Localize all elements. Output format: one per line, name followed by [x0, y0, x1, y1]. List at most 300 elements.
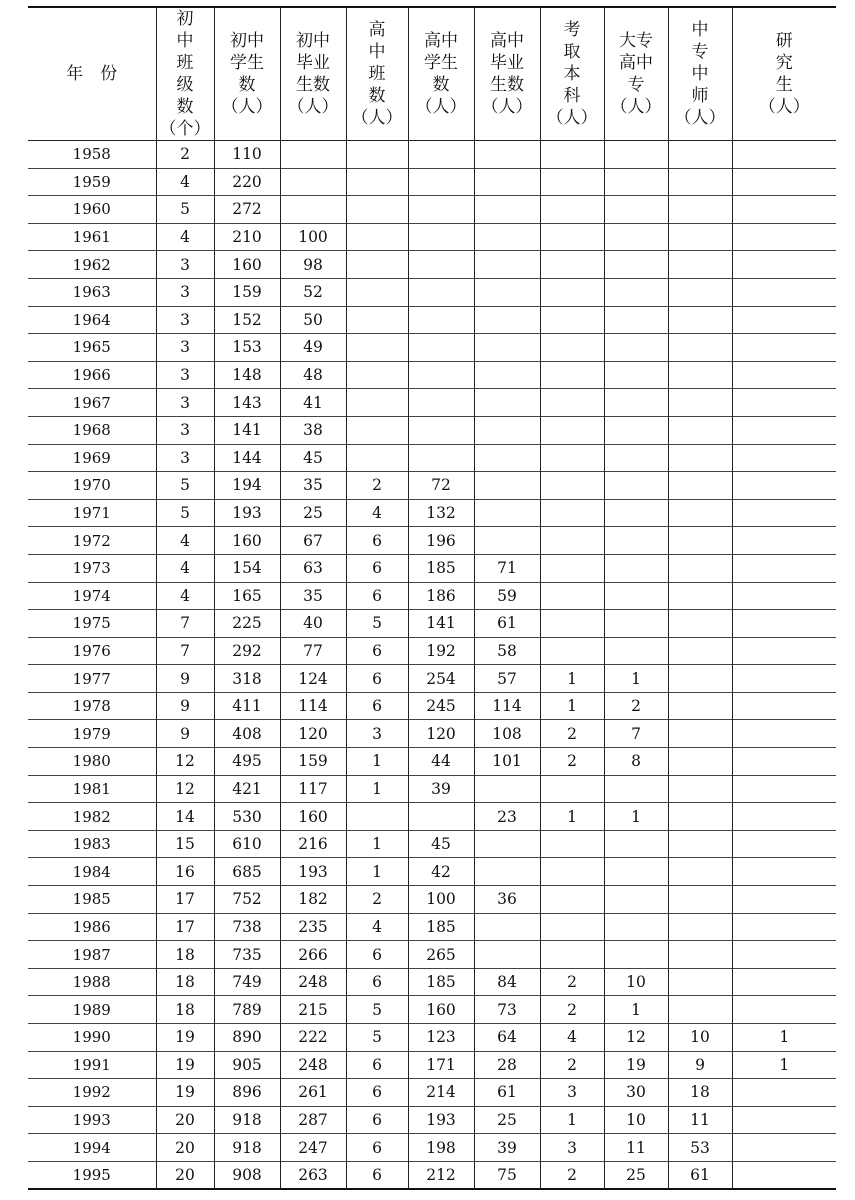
- table-row: [28, 278, 836, 306]
- table-cell: [604, 637, 668, 665]
- table-cell: [668, 334, 732, 362]
- table-cell: [732, 472, 836, 500]
- table-cell: 1: [604, 996, 668, 1024]
- table-row: [28, 610, 836, 638]
- table-cell: 72: [408, 472, 474, 500]
- table-cell: [668, 582, 732, 610]
- header-cell-year: 年 份: [28, 7, 156, 141]
- table-cell: 17: [156, 886, 214, 914]
- table-cell: [474, 141, 540, 169]
- table-cell: 6: [346, 692, 408, 720]
- table-cell: 735: [214, 941, 280, 969]
- table-cell: [346, 389, 408, 417]
- table-cell: 1: [732, 1024, 836, 1052]
- table-cell: 63: [280, 554, 346, 582]
- table-cell: [540, 637, 604, 665]
- table-row: [28, 665, 836, 693]
- table-cell: [474, 389, 540, 417]
- year-cell: 1963: [28, 278, 156, 306]
- table-row: [28, 1161, 836, 1189]
- table-cell: [408, 334, 474, 362]
- table-cell: [668, 444, 732, 472]
- table-cell: [408, 168, 474, 196]
- table-cell: 160: [214, 251, 280, 279]
- table-cell: 185: [408, 554, 474, 582]
- table-cell: [668, 720, 732, 748]
- table-cell: [408, 444, 474, 472]
- table-cell: [668, 913, 732, 941]
- header-cell-college-admitted: 大专 高中 专 （人）: [604, 7, 668, 141]
- table-cell: [732, 996, 836, 1024]
- table-cell: 3: [346, 720, 408, 748]
- table-cell: 272: [214, 196, 280, 224]
- table-cell: [732, 554, 836, 582]
- table-cell: [474, 251, 540, 279]
- table-cell: 1: [540, 1106, 604, 1134]
- year-cell: 1959: [28, 168, 156, 196]
- table-cell: [346, 334, 408, 362]
- table-cell: [732, 1106, 836, 1134]
- table-cell: 7: [156, 610, 214, 638]
- table-cell: [732, 278, 836, 306]
- table-cell: [474, 416, 540, 444]
- table-cell: 530: [214, 803, 280, 831]
- table-cell: [732, 941, 836, 969]
- table-cell: 20: [156, 1134, 214, 1162]
- table-cell: [346, 251, 408, 279]
- year-cell: 1961: [28, 223, 156, 251]
- table-cell: 896: [214, 1079, 280, 1107]
- table-cell: 61: [474, 610, 540, 638]
- table-cell: 98: [280, 251, 346, 279]
- table-cell: 908: [214, 1161, 280, 1189]
- table-cell: [346, 196, 408, 224]
- table-cell: 12: [604, 1024, 668, 1052]
- year-cell: 1974: [28, 582, 156, 610]
- table-cell: 11: [668, 1106, 732, 1134]
- table-cell: [604, 196, 668, 224]
- table-cell: 192: [408, 637, 474, 665]
- table-cell: 41: [280, 389, 346, 417]
- table-row: [28, 968, 836, 996]
- table-cell: [668, 472, 732, 500]
- table-cell: 19: [156, 1079, 214, 1107]
- table-cell: 5: [156, 196, 214, 224]
- table-cell: [408, 306, 474, 334]
- table-cell: [540, 913, 604, 941]
- table-cell: 3: [156, 444, 214, 472]
- table-cell: 6: [346, 527, 408, 555]
- table-cell: [540, 416, 604, 444]
- table-cell: 2: [540, 720, 604, 748]
- table-cell: [732, 1079, 836, 1107]
- table-cell: [540, 499, 604, 527]
- table-cell: 225: [214, 610, 280, 638]
- table-cell: 222: [280, 1024, 346, 1052]
- table-cell: 42: [408, 858, 474, 886]
- table-cell: [540, 775, 604, 803]
- table-cell: [346, 416, 408, 444]
- table-cell: 1: [604, 803, 668, 831]
- table-cell: [668, 389, 732, 417]
- table-cell: [604, 168, 668, 196]
- table-cell: 186: [408, 582, 474, 610]
- table-cell: [540, 223, 604, 251]
- year-cell: 1965: [28, 334, 156, 362]
- table-cell: 25: [604, 1161, 668, 1189]
- table-cell: 292: [214, 637, 280, 665]
- table-cell: 194: [214, 472, 280, 500]
- header-cell-senior-graduates: 高中 毕业 生数 （人）: [474, 7, 540, 141]
- table-cell: [540, 251, 604, 279]
- table-cell: [668, 941, 732, 969]
- table-cell: 193: [408, 1106, 474, 1134]
- table-cell: 10: [604, 1106, 668, 1134]
- year-cell: 1962: [28, 251, 156, 279]
- table-cell: [540, 361, 604, 389]
- table-cell: 10: [604, 968, 668, 996]
- table-cell: 25: [280, 499, 346, 527]
- year-cell: 1971: [28, 499, 156, 527]
- table-cell: 100: [280, 223, 346, 251]
- table-row: [28, 251, 836, 279]
- year-cell: 1989: [28, 996, 156, 1024]
- table-cell: 245: [408, 692, 474, 720]
- table-row: [28, 389, 836, 417]
- table-cell: 132: [408, 499, 474, 527]
- table-cell: [668, 830, 732, 858]
- year-cell: 1979: [28, 720, 156, 748]
- table-cell: 45: [408, 830, 474, 858]
- table-cell: [540, 830, 604, 858]
- table-cell: [474, 361, 540, 389]
- table-cell: [540, 444, 604, 472]
- table-cell: 35: [280, 582, 346, 610]
- table-cell: 2: [346, 886, 408, 914]
- table-cell: [732, 803, 836, 831]
- table-cell: [732, 637, 836, 665]
- table-cell: 18: [156, 996, 214, 1024]
- school-statistics-table: [28, 6, 836, 1190]
- table-cell: 1: [540, 692, 604, 720]
- table-cell: 61: [474, 1079, 540, 1107]
- table-cell: [346, 223, 408, 251]
- table-cell: [732, 1134, 836, 1162]
- table-cell: [604, 830, 668, 858]
- table-cell: 28: [474, 1051, 540, 1079]
- table-cell: 1: [346, 830, 408, 858]
- table-cell: [604, 416, 668, 444]
- table-cell: 67: [280, 527, 346, 555]
- table-cell: 23: [474, 803, 540, 831]
- table-cell: [408, 196, 474, 224]
- table-cell: [732, 196, 836, 224]
- table-cell: 152: [214, 306, 280, 334]
- table-cell: 39: [474, 1134, 540, 1162]
- table-cell: [732, 968, 836, 996]
- year-cell: 1972: [28, 527, 156, 555]
- table-cell: [346, 278, 408, 306]
- header-cell-undergrad-admitted: 考 取 本 科 （人）: [540, 7, 604, 141]
- table-cell: [732, 251, 836, 279]
- table-row: [28, 748, 836, 776]
- table-cell: 6: [346, 1079, 408, 1107]
- table-row: [28, 692, 836, 720]
- year-cell: 1966: [28, 361, 156, 389]
- table-cell: [540, 941, 604, 969]
- table-cell: [604, 527, 668, 555]
- table-cell: [668, 251, 732, 279]
- table-cell: 6: [346, 665, 408, 693]
- table-cell: 8: [604, 748, 668, 776]
- table-cell: 171: [408, 1051, 474, 1079]
- table-cell: 5: [156, 472, 214, 500]
- table-cell: 165: [214, 582, 280, 610]
- table-cell: 1: [346, 748, 408, 776]
- table-cell: [732, 444, 836, 472]
- table-cell: 73: [474, 996, 540, 1024]
- table-cell: 263: [280, 1161, 346, 1189]
- year-cell: 1993: [28, 1106, 156, 1134]
- table-cell: 789: [214, 996, 280, 1024]
- table-cell: 9: [668, 1051, 732, 1079]
- table-cell: [474, 196, 540, 224]
- table-cell: [474, 306, 540, 334]
- header-cell-junior-graduates: 初中 毕业 生数 （人）: [280, 7, 346, 141]
- table-cell: 4: [156, 554, 214, 582]
- table-cell: 19: [604, 1051, 668, 1079]
- table-row: [28, 1106, 836, 1134]
- table-cell: [474, 775, 540, 803]
- table-cell: 193: [280, 858, 346, 886]
- table-row: [28, 1024, 836, 1052]
- table-cell: 160: [408, 996, 474, 1024]
- table-cell: [540, 141, 604, 169]
- table-cell: 752: [214, 886, 280, 914]
- table-cell: 18: [156, 941, 214, 969]
- table-cell: 196: [408, 527, 474, 555]
- header-cell-senior-students: 高中 学生 数 （人）: [408, 7, 474, 141]
- table-cell: 248: [280, 968, 346, 996]
- table-cell: [540, 472, 604, 500]
- table-cell: 287: [280, 1106, 346, 1134]
- table-cell: 25: [474, 1106, 540, 1134]
- table-cell: 114: [280, 692, 346, 720]
- table-row: [28, 1051, 836, 1079]
- table-cell: [474, 858, 540, 886]
- table-cell: 1: [540, 803, 604, 831]
- table-cell: [346, 803, 408, 831]
- table-cell: 36: [474, 886, 540, 914]
- table-cell: [540, 610, 604, 638]
- year-cell: 1982: [28, 803, 156, 831]
- table-cell: [732, 306, 836, 334]
- table-cell: 6: [346, 941, 408, 969]
- table-row: [28, 416, 836, 444]
- table-cell: 318: [214, 665, 280, 693]
- table-row: [28, 141, 836, 169]
- table-cell: 3: [156, 306, 214, 334]
- table-cell: [668, 554, 732, 582]
- table-cell: [668, 610, 732, 638]
- table-row: [28, 803, 836, 831]
- table-cell: 408: [214, 720, 280, 748]
- table-cell: [408, 361, 474, 389]
- table-cell: [474, 913, 540, 941]
- table-cell: [604, 775, 668, 803]
- table-cell: 108: [474, 720, 540, 748]
- table-cell: [540, 306, 604, 334]
- table-cell: 2: [540, 968, 604, 996]
- table-cell: 141: [408, 610, 474, 638]
- table-cell: 12: [156, 748, 214, 776]
- table-cell: [732, 582, 836, 610]
- table-cell: 2: [156, 141, 214, 169]
- table-cell: [732, 416, 836, 444]
- table-cell: [540, 554, 604, 582]
- table-cell: 216: [280, 830, 346, 858]
- table-cell: 50: [280, 306, 346, 334]
- table-cell: 44: [408, 748, 474, 776]
- table-cell: 53: [668, 1134, 732, 1162]
- table-cell: [732, 527, 836, 555]
- table-cell: 160: [280, 803, 346, 831]
- table-cell: [668, 141, 732, 169]
- table-cell: 45: [280, 444, 346, 472]
- table-cell: [732, 665, 836, 693]
- table-cell: 120: [408, 720, 474, 748]
- table-cell: 193: [214, 499, 280, 527]
- table-row: [28, 830, 836, 858]
- table-row: [28, 306, 836, 334]
- statistics-table-container: [28, 6, 836, 1190]
- table-cell: 261: [280, 1079, 346, 1107]
- table-cell: [732, 720, 836, 748]
- table-row: [28, 554, 836, 582]
- table-cell: 141: [214, 416, 280, 444]
- table-cell: 101: [474, 748, 540, 776]
- table-cell: 3: [156, 278, 214, 306]
- table-cell: [732, 334, 836, 362]
- table-cell: [732, 361, 836, 389]
- table-cell: [604, 251, 668, 279]
- table-cell: [732, 389, 836, 417]
- year-cell: 1985: [28, 886, 156, 914]
- header-cell-graduate-students: 研 究 生 （人）: [732, 7, 836, 141]
- table-cell: [668, 748, 732, 776]
- year-cell: 1991: [28, 1051, 156, 1079]
- table-cell: [604, 499, 668, 527]
- table-cell: 185: [408, 913, 474, 941]
- table-cell: [604, 886, 668, 914]
- table-cell: 3: [156, 389, 214, 417]
- table-cell: 4: [156, 168, 214, 196]
- table-cell: 3: [156, 416, 214, 444]
- table-cell: 5: [346, 1024, 408, 1052]
- header-cell-vocational-admitted: 中 专 中 师 （人）: [668, 7, 732, 141]
- table-cell: 749: [214, 968, 280, 996]
- table-cell: [474, 334, 540, 362]
- table-cell: [474, 499, 540, 527]
- table-cell: 160: [214, 527, 280, 555]
- year-cell: 1960: [28, 196, 156, 224]
- table-cell: 3: [156, 334, 214, 362]
- table-row: [28, 858, 836, 886]
- table-cell: [604, 941, 668, 969]
- table-cell: 39: [408, 775, 474, 803]
- table-cell: 5: [156, 499, 214, 527]
- table-cell: [280, 168, 346, 196]
- table-row: [28, 886, 836, 914]
- table-cell: 215: [280, 996, 346, 1024]
- table-cell: 254: [408, 665, 474, 693]
- table-cell: [474, 278, 540, 306]
- table-cell: 7: [156, 637, 214, 665]
- table-cell: [668, 527, 732, 555]
- table-cell: 247: [280, 1134, 346, 1162]
- table-cell: 59: [474, 582, 540, 610]
- header-row: [28, 7, 836, 141]
- table-cell: 4: [156, 527, 214, 555]
- table-cell: [668, 692, 732, 720]
- year-cell: 1994: [28, 1134, 156, 1162]
- table-cell: 4: [156, 223, 214, 251]
- table-cell: 75: [474, 1161, 540, 1189]
- table-cell: [668, 775, 732, 803]
- table-cell: 266: [280, 941, 346, 969]
- table-cell: 148: [214, 361, 280, 389]
- year-cell: 1968: [28, 416, 156, 444]
- table-cell: [732, 858, 836, 886]
- table-cell: 64: [474, 1024, 540, 1052]
- year-cell: 1976: [28, 637, 156, 665]
- table-cell: [540, 886, 604, 914]
- table-cell: 52: [280, 278, 346, 306]
- table-cell: 198: [408, 1134, 474, 1162]
- table-cell: [732, 748, 836, 776]
- header-cell-junior-students: 初中 学生 数 （人）: [214, 7, 280, 141]
- table-cell: 15: [156, 830, 214, 858]
- table-cell: [408, 251, 474, 279]
- table-cell: [408, 389, 474, 417]
- table-row: [28, 996, 836, 1024]
- year-cell: 1969: [28, 444, 156, 472]
- table-row: [28, 582, 836, 610]
- table-cell: [668, 196, 732, 224]
- table-cell: 2: [540, 996, 604, 1024]
- table-cell: 495: [214, 748, 280, 776]
- table-cell: [668, 499, 732, 527]
- year-cell: 1987: [28, 941, 156, 969]
- table-row: [28, 527, 836, 555]
- table-row: [28, 361, 836, 389]
- table-cell: [732, 775, 836, 803]
- table-cell: 1: [732, 1051, 836, 1079]
- table-cell: 48: [280, 361, 346, 389]
- table-cell: 57: [474, 665, 540, 693]
- table-cell: 890: [214, 1024, 280, 1052]
- table-cell: 19: [156, 1051, 214, 1079]
- table-cell: 20: [156, 1106, 214, 1134]
- table-cell: [474, 223, 540, 251]
- table-cell: 124: [280, 665, 346, 693]
- table-cell: [668, 223, 732, 251]
- table-cell: 30: [604, 1079, 668, 1107]
- table-cell: 4: [540, 1024, 604, 1052]
- table-cell: 6: [346, 1134, 408, 1162]
- table-cell: 17: [156, 913, 214, 941]
- table-cell: 110: [214, 141, 280, 169]
